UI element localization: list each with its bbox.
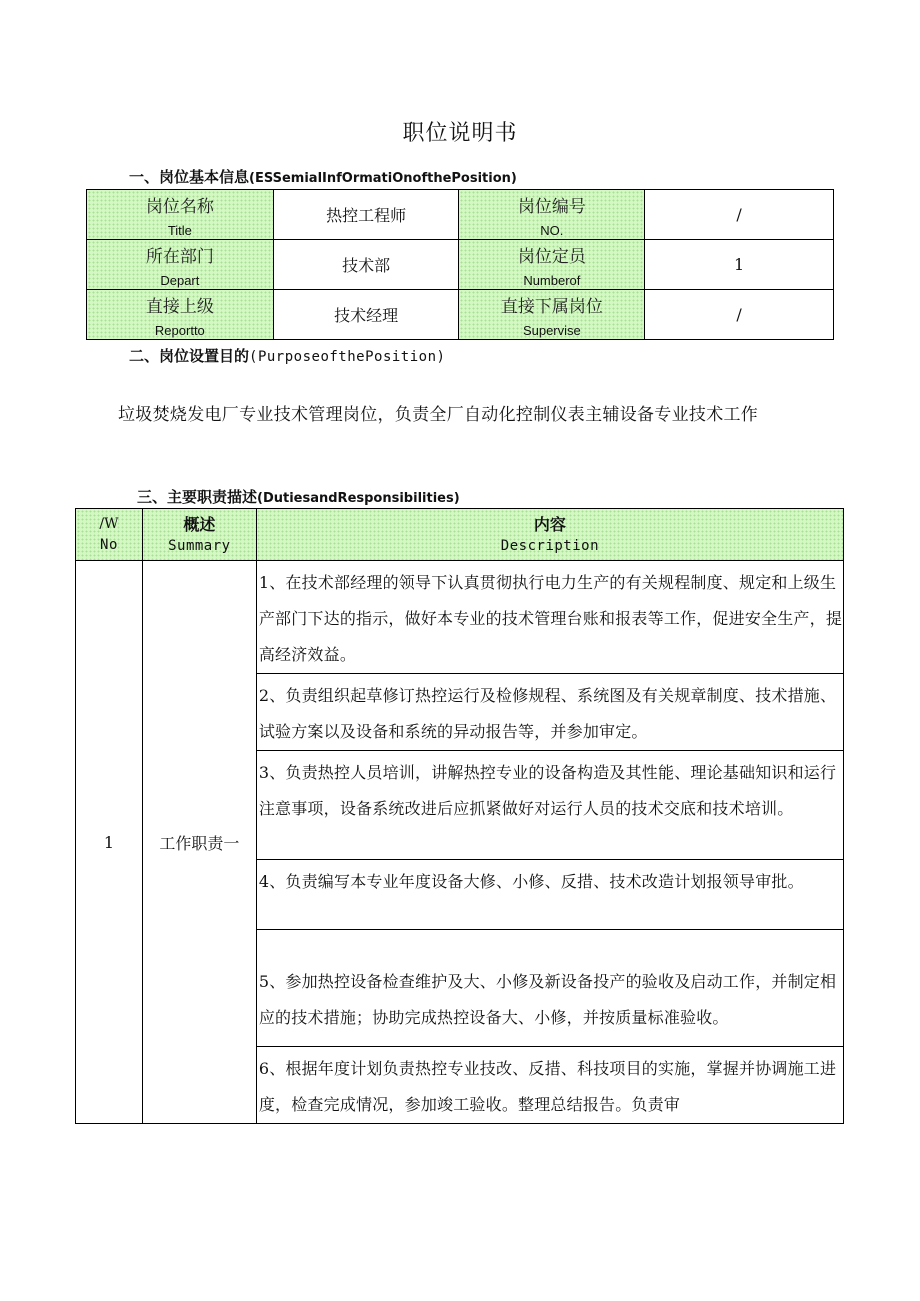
- duty-item-4: 4、负责编写本专业年度设备大修、小修、反措、技术改造计划报领导审批。: [258, 872, 804, 891]
- label-zh: 岗位名称: [145, 197, 214, 217]
- label-en: Depart: [160, 273, 200, 288]
- value-cell: 热控工程师: [273, 190, 459, 240]
- label-en: Supervise: [522, 323, 581, 338]
- label-cell: [87, 190, 274, 240]
- section-3-heading: [137, 486, 460, 507]
- section-3-title: 三、主要职责描述: [137, 488, 258, 506]
- header-description-en: Description: [500, 537, 600, 554]
- position-info-table: [86, 189, 834, 340]
- section-1-heading: [129, 166, 517, 187]
- table-header-row: [76, 509, 844, 561]
- label-en: Reportto: [154, 323, 205, 338]
- section-2-title: 二、岗位设置目的: [129, 347, 250, 365]
- header-summary-en: Summary: [168, 537, 231, 554]
- inner-divider: [257, 900, 843, 930]
- label-en: Numberof: [523, 273, 581, 288]
- value-cell: /: [645, 190, 834, 240]
- label-zh: 岗位编号: [517, 197, 586, 217]
- header-no: [76, 509, 143, 561]
- row-number: 1: [76, 561, 143, 1124]
- label-cell: [459, 240, 645, 290]
- value-cell: /: [645, 290, 834, 340]
- label-en: Title: [167, 223, 192, 238]
- label-zh: 所在部门: [145, 247, 214, 267]
- table-row: [87, 190, 834, 240]
- header-summary: [142, 509, 256, 561]
- label-zh: 直接下属岗位: [500, 297, 603, 317]
- table-row: [87, 290, 834, 340]
- label-cell: [87, 290, 274, 340]
- duty-item: [256, 860, 843, 1047]
- header-description-zh: 内容: [533, 514, 566, 534]
- label-cell: [459, 190, 645, 240]
- section-1-title-en: (ESSemialInfOrmatiOnofthePosition): [249, 171, 517, 186]
- duty-item: 3、负责热控人员培训，讲解热控专业的设备构造及其性能、理论基础知识和运行注意事项，设备系统改进后应抓紧做好对运行人员的技术交底和技术培训。: [256, 751, 843, 860]
- table-row: [76, 561, 844, 674]
- spacer: [259, 930, 843, 964]
- duty-item: 2、负责组织起草修订热控运行及检修规程、系统图及有关规章制度、技术措施、试验方案以及设备和系统的异动报告等，并参加审定。: [256, 674, 843, 751]
- header-no-bottom: No: [100, 536, 118, 553]
- header-no-top: /W: [99, 516, 119, 533]
- section-2-title-en: (PurposeofthePosition): [249, 349, 446, 365]
- label-zh: 岗位定员: [517, 247, 586, 267]
- table-row: [87, 240, 834, 290]
- label-cell: [459, 290, 645, 340]
- header-summary-zh: 概述: [183, 514, 216, 534]
- duty-item-5: 5、参加热控设备检查维护及大、小修及新设备投产的验收及启动工作，并制定相应的技术措施；协助完成热控设备大、小修，并按质量标准验收。: [258, 972, 837, 1027]
- duties-table: [75, 508, 844, 1124]
- row-summary: 工作职责一: [142, 561, 256, 1124]
- section-2-heading: [129, 345, 445, 366]
- value-cell: 技术部: [273, 240, 459, 290]
- label-en: NO.: [540, 223, 564, 238]
- duty-item: 1、在技术部经理的领导下认真贯彻执行电力生产的有关规程制度、规定和上级生产部门下达的指示，做好本专业的技术管理台账和报表等工作，促进安全生产，提高经济效益。: [256, 561, 843, 674]
- section-1-title: 一、岗位基本信息: [129, 168, 250, 186]
- label-cell: [87, 240, 274, 290]
- label-zh: 直接上级: [145, 297, 214, 317]
- duty-item: 6、根据年度计划负责热控专业技改、反措、科技项目的实施，掌握并协调施工进度，检查完成情况，参加竣工验收。整理总结报告。负责审: [256, 1047, 843, 1124]
- header-description: [256, 509, 843, 561]
- section-3-title-en: (DutiesandResponsibilities): [257, 491, 460, 506]
- purpose-text: 垃圾焚烧发电厂专业技术管理岗位，负责全厂自动化控制仪表主辅设备专业技术工作: [118, 405, 759, 425]
- value-cell: 1: [645, 240, 834, 290]
- value-cell: 技术经理: [273, 290, 459, 340]
- document-title: 职位说明书: [402, 121, 518, 146]
